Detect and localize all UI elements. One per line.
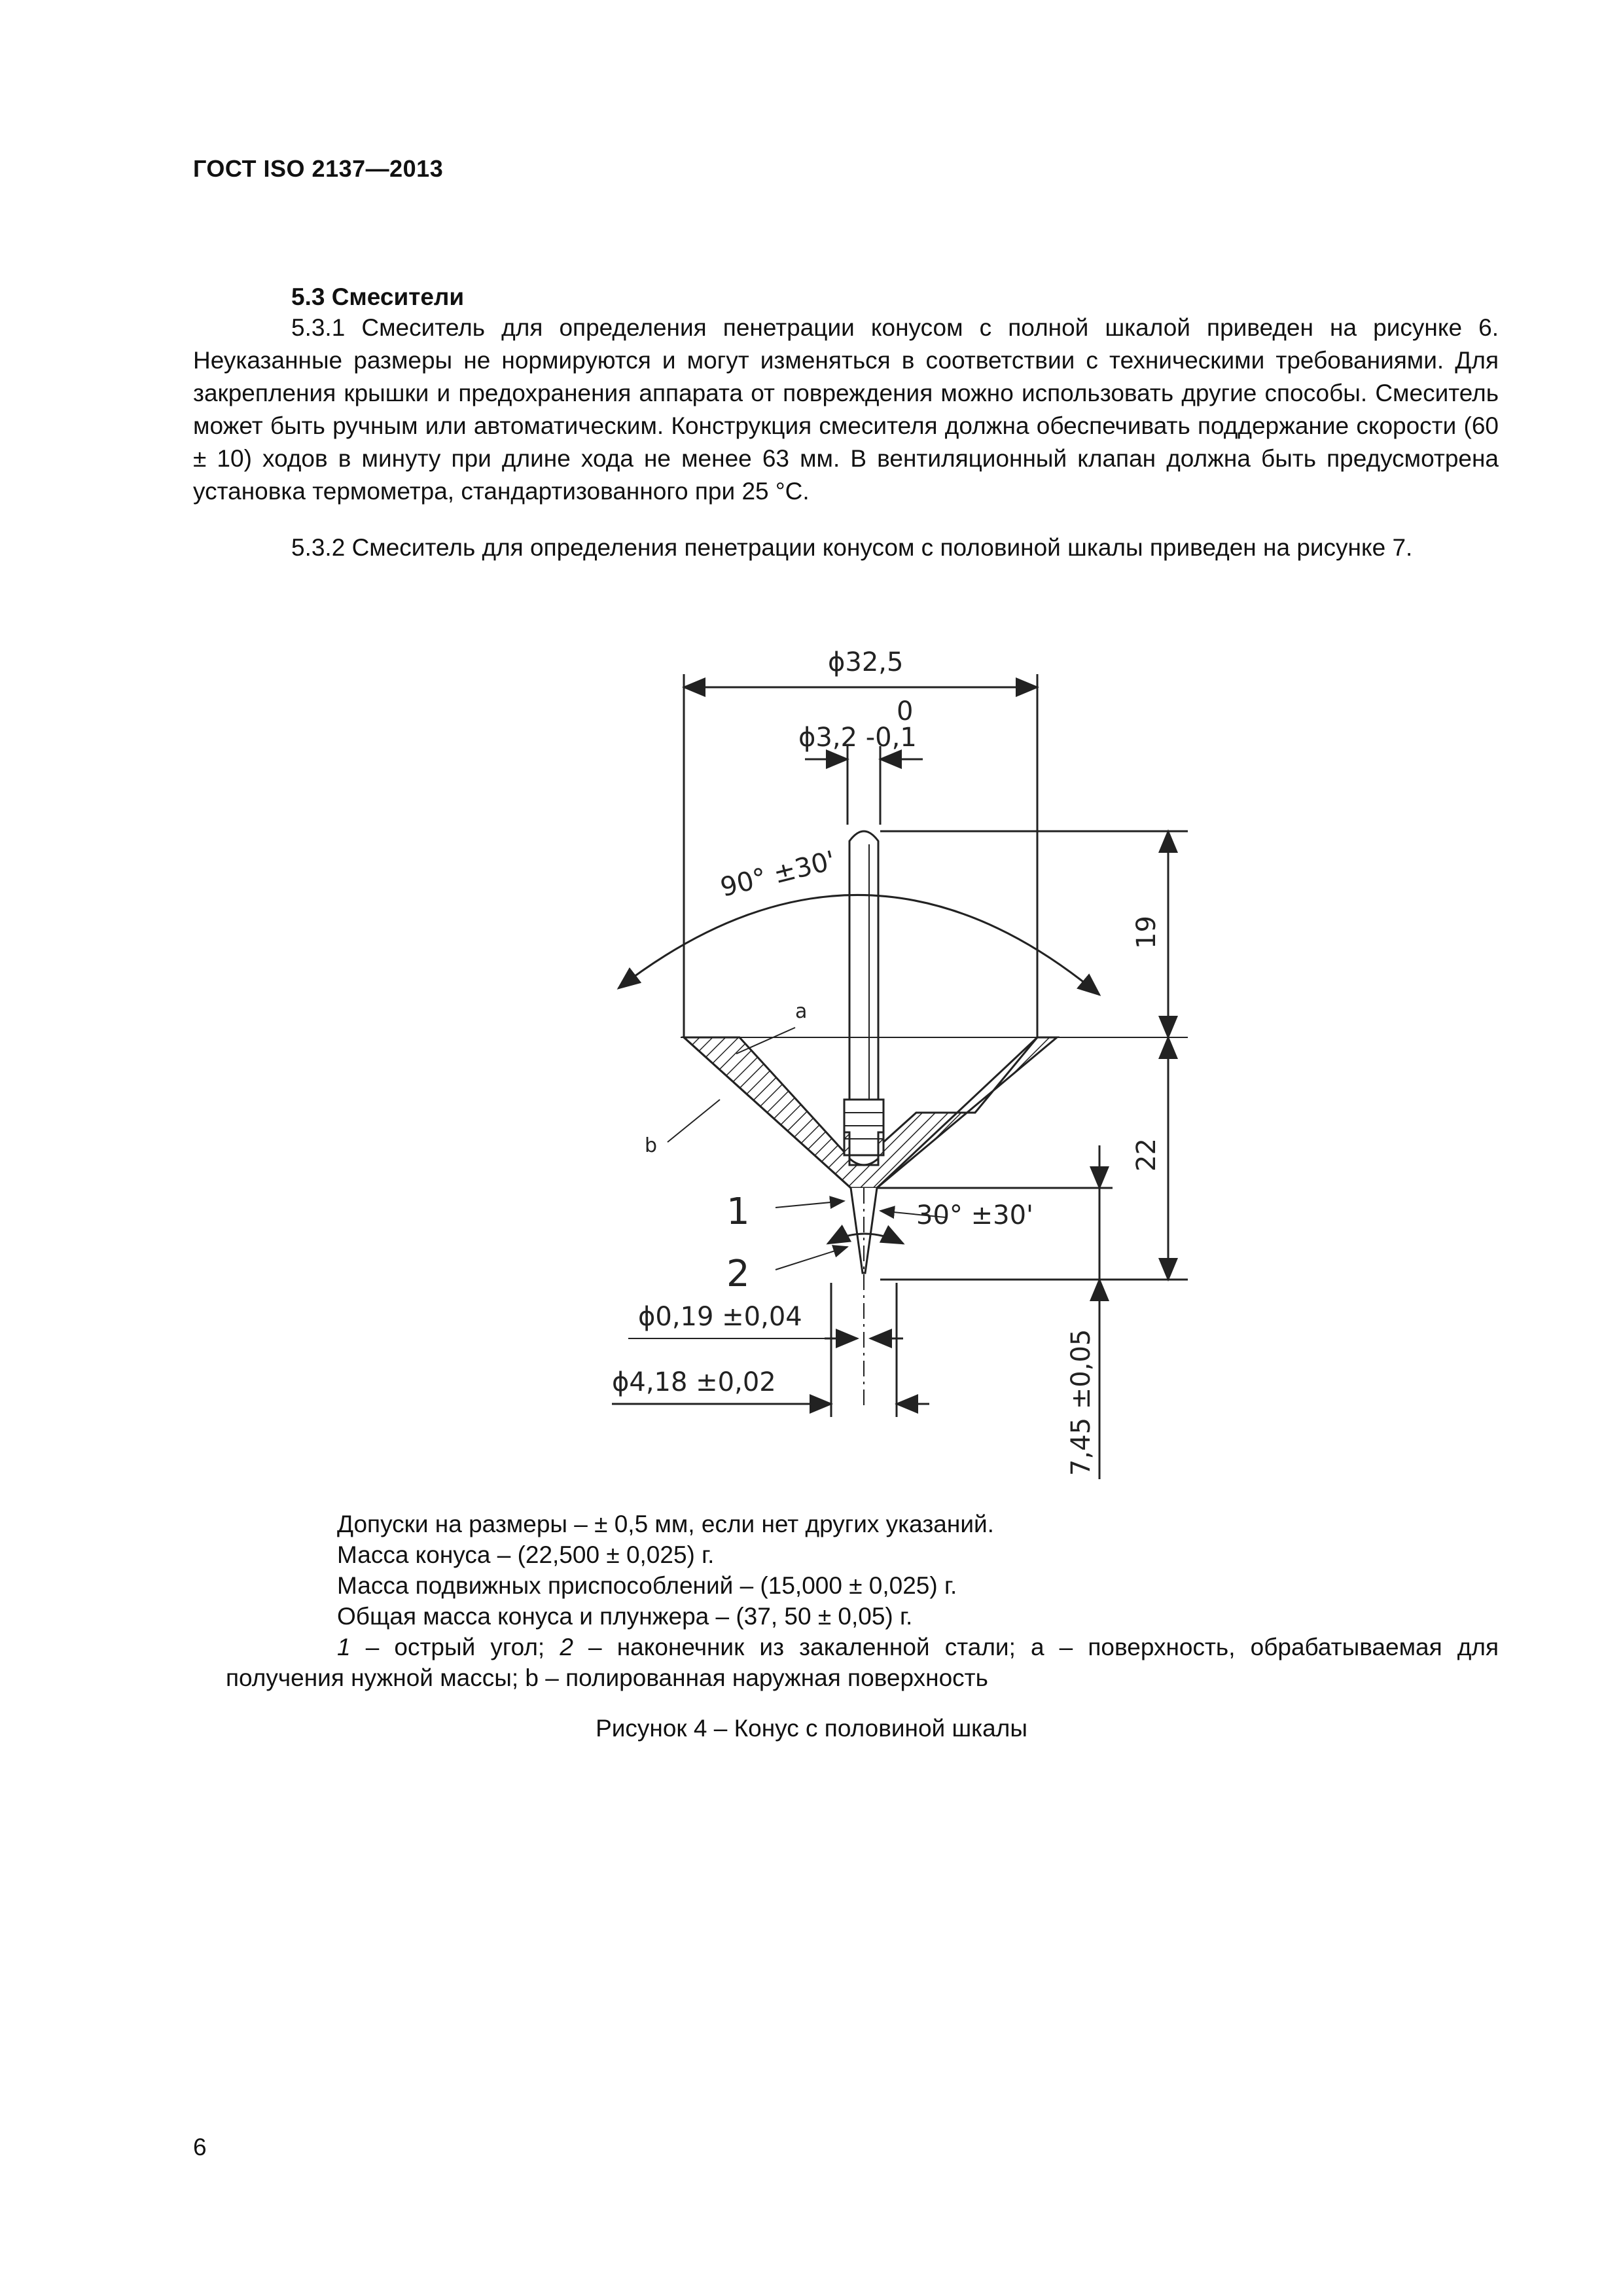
dim-height-19: 19 <box>1132 916 1162 949</box>
dim-tip-angle: 30° ±30' <box>916 1200 1034 1230</box>
dim-tip-length: 7,45 ±0,05 <box>1066 1329 1096 1476</box>
dim-tip-diameter: ϕ0,19 ±0,04 <box>638 1302 802 1332</box>
dim-cone-angle: 90° ±30' <box>717 845 839 903</box>
dim-outer-diameter: ϕ32,5 <box>828 647 904 677</box>
legend-num-1: 1 <box>337 1634 351 1660</box>
legend-text-1: – острый угол; <box>350 1634 560 1660</box>
note-total-mass: Общая масса конуса и плунжера – (37, 50 ± 0,05) г. <box>337 1603 913 1630</box>
page-number: 6 <box>193 2134 207 2161</box>
label-2: 2 <box>726 1253 750 1295</box>
dim-height-22: 22 <box>1132 1138 1162 1172</box>
dim-tolerance-upper: 0 <box>897 696 914 726</box>
note-moving-mass: Масса подвижных приспособлений – (15,000 ± 0,025) г. <box>337 1572 957 1599</box>
leader-2 <box>776 1247 847 1270</box>
paragraph-5-3-2: 5.3.2 Смеситель для определения пенетрации конусом с половиной шкалы приведен на рисунке 7. <box>291 534 1413 561</box>
label-1: 1 <box>726 1191 750 1233</box>
note-tolerance: Допуски на размеры – ± 0,5 мм, если нет других указаний. <box>337 1511 994 1537</box>
section-heading: 5.3 Смесители <box>291 283 465 310</box>
label-a: a <box>795 1000 808 1023</box>
figure-caption: Рисунок 4 – Конус с половиной шкалы <box>596 1715 1027 1742</box>
leader-1 <box>776 1201 844 1208</box>
leader-b <box>668 1100 720 1142</box>
figure-notes <box>226 1509 1499 1693</box>
legend-num-2: 2 <box>560 1634 573 1660</box>
document-code-header: ГОСТ ISO 2137—2013 <box>193 155 444 182</box>
leader-a <box>736 1028 795 1054</box>
note-cone-mass: Масса конуса – (22,500 ± 0,025) г. <box>337 1541 715 1568</box>
dim-rod-diameter: ϕ3,2 -0,1 <box>798 723 917 753</box>
paragraph-5-3-1: 5.3.1 Смеситель для определения пенетрации конусом с полной шкалой приведен на рисунке 6. Неуказанные размеры не нормируются и могут изменяться в соответствии с техническими требованиями. Для закрепления крышки и предохранения аппарата от повреждения можно использовать другие способы. Смеситель может быть ручным или автоматическим. Конструкция смесителя должна обеспечивать поддержание скорости (60 ± 10) ходов в минуту при длине хода не менее 63 мм. В вентиляционный клапан должна быть предусмотрена установка термометра, стандартизованного при 25 °С. <box>193 314 1499 505</box>
legend-text-2: – наконечник из закаленной стали; а – поверхность, обрабатываемая для получения нужной массы; b – полированная наружная поверхность <box>226 1634 1499 1691</box>
dim-tip-base-diameter: ϕ4,18 ±0,02 <box>612 1367 776 1397</box>
note-legend <box>226 1632 1499 1693</box>
label-b: b <box>645 1134 658 1157</box>
